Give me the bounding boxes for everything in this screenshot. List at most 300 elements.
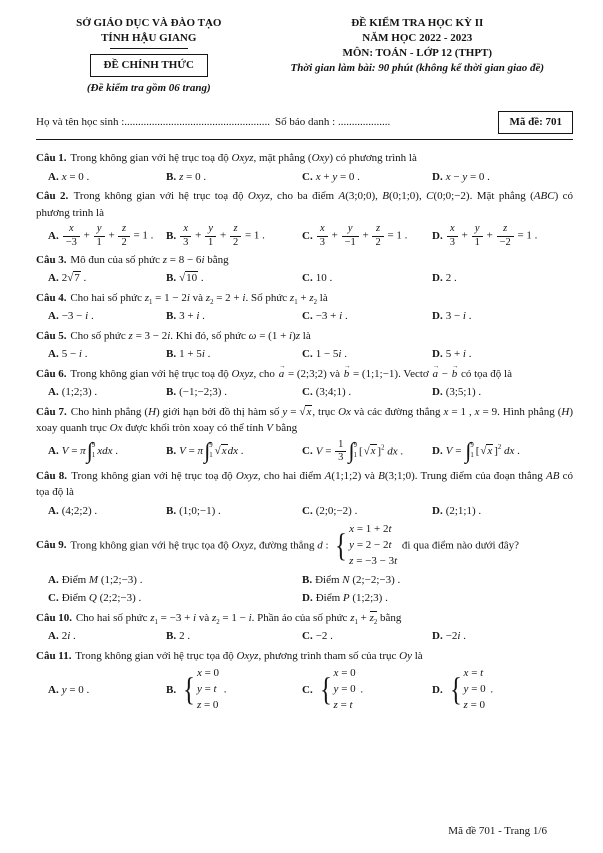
official-exam-label: ĐỀ CHÍNH THỨC: [90, 54, 208, 78]
math-sqrt: [67, 271, 81, 284]
math-integral: [87, 440, 97, 463]
exam-title: ĐỀ KIỂM TRA HỌC KỲ II: [351, 17, 484, 29]
math-italic: z: [369, 611, 374, 624]
fraction-numerator: [94, 223, 105, 236]
math-italic: x: [349, 523, 355, 535]
math-italic: i: [462, 310, 466, 323]
option-label: D.: [432, 348, 443, 361]
math-vector: → b: [343, 362, 351, 380]
question: [36, 150, 573, 185]
math-italic: AB: [545, 469, 560, 482]
math-italic: M: [88, 573, 99, 586]
math-italic: i: [462, 348, 466, 361]
math-italic: Oxyz: [231, 152, 254, 165]
option-d: D. { x = t y = 0 z = 0 .: [432, 666, 573, 714]
option-label: A.: [48, 573, 59, 586]
question-number: Câu 3.: [36, 253, 70, 266]
question-text: Câu 11. Trong không gian với hệ trục tọa độ Oxyz, phương trình tham số của trục Oy là: [36, 649, 423, 662]
math-fraction: [335, 439, 346, 465]
cases-row: z = 0: [463, 699, 486, 712]
page-footer-text: Mã đề 701 - Trang 1/6: [448, 824, 547, 837]
cases-column: [334, 666, 356, 714]
math-italic: x: [61, 170, 67, 183]
option-label: D.: [302, 592, 313, 605]
question-number: Câu 1.: [36, 152, 70, 165]
math-italic: dx: [387, 445, 398, 458]
math-italic: z: [211, 611, 217, 624]
fraction-numerator: 1: [335, 439, 346, 452]
math-italic: Oxyz: [231, 539, 254, 552]
math-italic: Q: [88, 592, 97, 605]
question-text: Câu 5. Cho số phức z = 3 − 2i. Khi đó, số phức ω = (1 + i)z là: [36, 329, 311, 342]
integral-icon: ∫: [348, 438, 355, 464]
option-a: A. −3 − i .: [48, 310, 94, 323]
option-label: B.: [166, 386, 177, 399]
math-fraction: [63, 223, 80, 249]
math-italic: π: [197, 445, 204, 458]
option-label: A.: [48, 348, 59, 361]
math-sqrt: [215, 444, 228, 457]
math-italic: z: [289, 291, 295, 304]
sqrt-body: 7: [74, 272, 80, 285]
math-italic: y: [196, 683, 202, 696]
question-number: Câu 6.: [36, 367, 70, 380]
option-label: B.: [302, 573, 313, 586]
option-d: D. x − y = 0 .: [432, 170, 490, 183]
math-italic: z: [162, 253, 168, 266]
math-subscript: 1: [149, 299, 153, 307]
option-b: B. (1;0;−1) .: [166, 504, 221, 517]
option-label: C.: [302, 229, 313, 242]
option-label: B.: [166, 348, 177, 361]
math-vector: → a: [432, 362, 440, 380]
option-label: A.: [48, 445, 59, 458]
option-d: D. $\frac{x}{3}$ + $\frac{y}{1}$ + $\frac{z}{-2}$ = 1 .: [432, 223, 538, 248]
vector-arrow-icon: →: [278, 362, 286, 370]
fraction-denominator: 2: [232, 236, 239, 248]
math-italic: z: [349, 554, 354, 567]
math-italic: z: [376, 223, 381, 235]
fraction-denominator: −3: [65, 236, 77, 248]
math-subscript: 2: [313, 299, 318, 307]
math-fraction: [94, 223, 105, 249]
math-italic: x: [183, 223, 189, 235]
math-italic: V: [179, 445, 186, 458]
math-italic: z: [128, 329, 133, 342]
fraction-numerator: [180, 223, 191, 236]
option-b: B. (−1;−2;3) .: [166, 386, 227, 399]
option-b: B. 1 + 5i .: [166, 348, 211, 361]
math-italic: y: [282, 405, 288, 418]
math-italic: d: [317, 539, 323, 552]
math-italic: Oxyz: [236, 649, 259, 662]
question-text: Câu 3. Mô đun của số phức z = 8 − 6i bằng: [36, 253, 229, 266]
sqrt-radical-icon: √: [214, 445, 221, 458]
option-a: A. 2i .: [48, 630, 76, 643]
header-right-block: [262, 16, 573, 97]
math-sqrt: [299, 405, 312, 418]
option-label: D.: [432, 630, 443, 643]
option-d: D. (2;1;1) .: [432, 504, 482, 517]
integral-upper: 9: [209, 442, 213, 450]
option-a: A. (4;2;2) .: [48, 504, 98, 517]
option-b: B. 2 .: [166, 630, 191, 643]
sqrt-body: 10: [186, 272, 198, 285]
math-italic: i: [193, 611, 197, 624]
question: [36, 362, 573, 401]
option-a: A. V = π ∫ 9 1 xdx .: [48, 438, 119, 464]
math-italic: Oxyz: [247, 190, 270, 203]
option-c: C. −2 .: [302, 630, 333, 643]
math-italic: P: [342, 592, 350, 605]
option-label: C.: [302, 445, 313, 458]
option-label: C.: [302, 272, 313, 285]
question: [36, 328, 573, 363]
math-italic: z: [122, 223, 127, 235]
fraction-numerator: [342, 223, 359, 236]
page-footer-row: [36, 823, 573, 840]
math-italic: A: [324, 469, 332, 482]
math-italic: y: [462, 170, 468, 183]
math-integral: [348, 440, 358, 463]
option-b: B. 3 + i .: [166, 310, 205, 323]
math-italic: y: [208, 223, 213, 235]
options-row: [48, 384, 573, 401]
option-a: A. (1;2;3) .: [48, 386, 98, 399]
math-italic: i: [167, 329, 171, 342]
math-italic: t: [388, 538, 392, 551]
math-italic: z: [295, 329, 301, 342]
question: [36, 610, 573, 645]
cases-row: z = 0: [196, 699, 219, 712]
fraction-denominator: 3: [338, 452, 344, 464]
math-fraction: [205, 223, 216, 249]
math-fraction: [372, 223, 383, 249]
math-italic: dx: [504, 445, 515, 458]
option-c: C. (2;0;−2) .: [302, 504, 358, 517]
math-italic: z: [233, 223, 238, 235]
cases-column: [197, 666, 219, 714]
question: [36, 252, 573, 287]
integral-icon: ∫: [86, 438, 93, 464]
option-a: A. $\frac{x}{-3}$ + $\frac{y}{1}$ + $\frac{z}{2}$ = 1 .: [48, 223, 154, 248]
option-c: C. (3;4;1) .: [302, 386, 352, 399]
option-a: A. x = 0 .: [48, 170, 90, 183]
option-label: C.: [302, 630, 313, 643]
question-text: Câu 9. Trong không gian với hệ trục tọa độ Oxyz, đường thẳng d : { x = 1 + 2t y = 2 − 2t z = −3 − 3t đi qua điểm nào dưới đây?: [36, 522, 573, 570]
options-row: [48, 628, 573, 645]
math-italic: i: [338, 348, 342, 361]
option-label: D.: [432, 170, 443, 183]
option-c: C. $\frac{x}{3}$ + $\frac{y}{-1}$ + $\frac{z}{2}$ = 1 .: [302, 223, 408, 248]
option-label: C.: [302, 683, 313, 696]
integral-lower: 1: [209, 452, 213, 460]
option-a: A. Điểm M (1;2;−3) .: [48, 573, 143, 586]
option-label: B.: [166, 504, 177, 517]
integral-lower: 1: [470, 452, 474, 460]
student-name-label: Họ và tên học sinh :.....................................................: [36, 116, 271, 129]
question-text: Câu 10. Cho hai số phức $z_1 = -3 + i$ và $z_2 = 1 - i$. Phần ảo của số phức $z_1 + z_2$ bằng: [36, 611, 402, 626]
question: [36, 188, 573, 249]
math-italic: ABC: [533, 190, 555, 203]
math-italic: z: [144, 291, 149, 304]
cases-row: y = 0: [333, 683, 356, 696]
math-italic: i: [85, 310, 89, 323]
cases-row: x = t: [463, 667, 484, 680]
math-italic: x: [487, 445, 493, 458]
integral-lower: 1: [353, 452, 357, 460]
math-fraction: [497, 223, 514, 249]
option-label: D.: [432, 445, 443, 458]
math-italic: i: [289, 329, 293, 342]
option-d: D. V = ∫ 9 1 [ √x ]$^2$ dx .: [432, 438, 520, 464]
math-subscript: 2: [216, 619, 220, 626]
cases-row: y = 0: [463, 683, 486, 696]
integral-upper: 9: [353, 442, 357, 450]
option-label: B.: [166, 445, 177, 458]
math-fraction: [180, 223, 191, 249]
cases-row: x = 0: [333, 667, 356, 680]
math-fraction: [118, 223, 129, 249]
math-italic: t: [480, 667, 484, 680]
header-separator: [36, 139, 573, 140]
math-italic: z: [350, 611, 355, 624]
option-label: A.: [48, 310, 59, 323]
subject-line: MÔN: TOÁN - LỚP 12 (THPT): [342, 46, 493, 59]
math-italic: t: [394, 554, 398, 567]
cases-row: x = 1 + 2t: [349, 523, 392, 535]
math-italic: x: [315, 170, 321, 183]
option-label: D.: [432, 310, 443, 323]
math-italic: V: [61, 445, 69, 458]
math-italic: y: [347, 223, 353, 235]
options-row: [48, 346, 573, 363]
integral-lower: 1: [91, 452, 96, 460]
fraction-denominator: 2: [121, 236, 127, 248]
math-italic: x: [319, 223, 325, 235]
math-cases: [333, 522, 397, 570]
math-italic: V: [266, 422, 273, 435]
fraction-numerator: [205, 223, 216, 236]
option-a: A. y = 0 .: [48, 683, 90, 696]
math-italic: A: [338, 190, 346, 203]
integral-icon: ∫: [465, 438, 472, 464]
option-label: D.: [432, 272, 443, 285]
options-row: [48, 666, 573, 714]
math-fraction: [472, 223, 483, 249]
question: [36, 648, 573, 714]
math-italic: B: [382, 190, 390, 203]
math-italic: x: [443, 405, 449, 418]
cases-column: [464, 666, 486, 714]
option-label: D.: [432, 683, 443, 696]
math-italic: i: [457, 630, 461, 643]
option-label: C.: [302, 348, 313, 361]
fraction-numerator: [447, 223, 458, 236]
math-italic: B: [378, 469, 385, 482]
math-sqrt: [480, 444, 493, 457]
math-conjugate-bar: [370, 611, 378, 625]
math-italic: Oxyz: [231, 367, 254, 380]
option-label: A.: [48, 630, 59, 643]
math-sqrt: [364, 444, 377, 457]
option-c: C. −3 + i .: [302, 310, 348, 323]
sqrt-body: [305, 405, 312, 418]
math-italic: i: [242, 291, 246, 304]
option-d: D. (3;5;1) .: [432, 386, 482, 399]
integral-limits: [92, 443, 95, 460]
sqrt-body: [221, 444, 228, 457]
sqrt-body: [370, 444, 377, 457]
math-italic: z: [150, 611, 155, 624]
sqrt-body: [486, 444, 493, 457]
math-italic: H: [148, 405, 157, 418]
math-subscript: 2: [373, 619, 378, 626]
option-label: A.: [48, 170, 59, 183]
questions: [36, 147, 573, 717]
cases-row: y = 2 − 2t: [349, 538, 392, 551]
option-d: D. 3 − i .: [432, 310, 472, 323]
sqrt-radical-icon: √: [179, 272, 186, 285]
question-text: Câu 1. Trong không gian với hệ trục toạ độ Oxyz, mặt phẳng (Oxy) có phương trình là: [36, 152, 417, 165]
math-italic: x: [463, 667, 469, 680]
cases-row: z = t: [333, 699, 353, 712]
sqrt-radical-icon: √: [67, 272, 74, 285]
math-vector: → a: [278, 362, 286, 380]
fraction-numerator: [317, 223, 328, 236]
math-italic: π: [80, 445, 86, 458]
option-b: B. √10 .: [166, 272, 204, 285]
math-italic: H: [561, 405, 570, 418]
fraction-denominator: 3: [183, 236, 189, 248]
math-italic: t: [349, 699, 353, 712]
header-left-block: [36, 16, 262, 97]
cases-row: y = t: [196, 683, 217, 696]
option-label: A.: [48, 272, 59, 285]
fraction-denominator: 1: [96, 236, 102, 248]
province-name: TỈNH HẬU GIANG: [101, 31, 197, 44]
math-italic: V: [315, 445, 323, 458]
math-italic: y: [332, 170, 338, 183]
fraction-denominator: 2: [375, 236, 381, 248]
math-italic: i: [196, 310, 200, 323]
math-italic: t: [213, 683, 217, 696]
math-italic: dx: [227, 445, 238, 458]
math-italic: N: [342, 573, 350, 586]
math-subscript: 1: [354, 619, 358, 626]
vector-arrow-icon: →: [432, 362, 440, 370]
math-italic: i: [67, 630, 71, 643]
option-c: C. Điểm Q (2;2;−3) .: [48, 592, 142, 605]
sqrt-radical-icon: √: [363, 445, 370, 458]
integral-upper: 9: [470, 442, 474, 450]
math-italic: x: [445, 170, 451, 183]
option-a: A. 2√7 .: [48, 272, 87, 285]
cases-row: z = −3 − 3t: [349, 554, 398, 567]
fraction-numerator: [63, 223, 80, 236]
math-italic: z: [333, 699, 338, 712]
math-integral: [465, 440, 475, 463]
option-label: B.: [166, 683, 177, 696]
math-italic: Oxy: [311, 152, 330, 165]
math-italic: x: [370, 445, 376, 458]
integral-limits: [209, 443, 212, 460]
left-brace-icon: {: [449, 672, 462, 709]
option-label: A.: [48, 504, 59, 517]
fraction-numerator: [472, 223, 483, 236]
math-italic: y: [349, 538, 355, 551]
options-row: [48, 308, 573, 325]
option-label: A.: [48, 683, 59, 696]
option-label: B.: [166, 272, 177, 285]
question-number: Câu 9.: [36, 539, 70, 552]
question-text: Câu 6. Trong không gian với hệ trục toạ độ Oxyz, cho → a = (2;3;2) và → b = (1;1;−1). Vectơ → a − → b có tọa độ là: [36, 366, 573, 383]
option-label: B.: [166, 170, 177, 183]
fraction-numerator: [118, 223, 129, 236]
math-vector: → b: [451, 362, 459, 380]
option-label: B.: [166, 630, 177, 643]
student-id-label: Số báo danh : ...................: [275, 116, 391, 129]
math-italic: i: [339, 310, 343, 323]
option-c: C. { x = 0 y = 0 z = t .: [302, 666, 428, 714]
question-number: Câu 11.: [36, 649, 75, 662]
department-name: SỞ GIÁO DỤC VÀ ĐÀO TẠO: [76, 17, 222, 29]
vector-arrow-icon: →: [343, 362, 351, 370]
math-italic: y: [61, 683, 67, 696]
question-number: Câu 8.: [36, 469, 71, 482]
option-label: A.: [48, 386, 59, 399]
option-d: D. Điểm P (1;2;3) .: [302, 592, 388, 605]
option-label: C.: [302, 170, 313, 183]
option-label: C.: [302, 386, 313, 399]
exam-header: [36, 16, 573, 97]
options-row: [48, 223, 573, 249]
option-d: D. 2 .: [432, 272, 457, 285]
math-italic: xdx: [97, 445, 113, 458]
math-italic: y: [463, 683, 469, 696]
question-text: Câu 4. Cho hai số phức $z_1 = 1 - 2i$ và $z_2 = 2 + i$. Số phức $z_1 + z_2$ là: [36, 291, 328, 307]
math-cases: [181, 666, 219, 714]
option-label: C.: [48, 592, 59, 605]
math-subscript: 2: [210, 299, 214, 307]
option-label: D.: [432, 229, 443, 242]
math-italic: z: [205, 291, 211, 304]
question-number: Câu 4.: [36, 291, 70, 304]
option-label: B.: [166, 310, 177, 323]
fraction-numerator: [230, 223, 241, 236]
math-italic: x: [68, 223, 74, 235]
question-number: Câu 10.: [36, 611, 75, 624]
integral-icon: ∫: [204, 438, 211, 464]
question: [36, 522, 573, 607]
option-c: C. V = $\frac{1}{3}$ ∫ 9 1 [ √x ]$^2$ dx .: [302, 438, 404, 464]
integral-upper: 9: [91, 442, 96, 450]
student-info-row: [36, 111, 573, 135]
math-italic: i: [78, 348, 82, 361]
math-italic: y: [96, 223, 102, 235]
option-b: B. { x = 0 y = t z = 0 .: [166, 666, 298, 714]
question: [36, 290, 573, 325]
option-label: D.: [432, 504, 443, 517]
math-subscript: 1: [294, 299, 298, 307]
question-text: Câu 7. Cho hình phẳng (H) giới hạn bởi đồ thị hàm số y = √x, trục Ox và các đường thẳng x = 1 , x = 9. Hình phẳng (H) xoay quanh trục Ox được khối tròn xoay có thể tính V bằng: [36, 405, 573, 435]
question-text: Câu 8. Trong không gian với hệ trục toạ độ Oxyz, cho hai điểm A(1;1;2) và B(3;1;0). Trung điểm của đoạn thẳng AB có tọa độ là: [36, 469, 574, 498]
option-label: D.: [432, 386, 443, 399]
math-italic: x: [221, 445, 227, 458]
cases-column: [349, 522, 397, 570]
math-italic: x: [333, 667, 339, 680]
math-italic: Oy: [399, 649, 412, 662]
